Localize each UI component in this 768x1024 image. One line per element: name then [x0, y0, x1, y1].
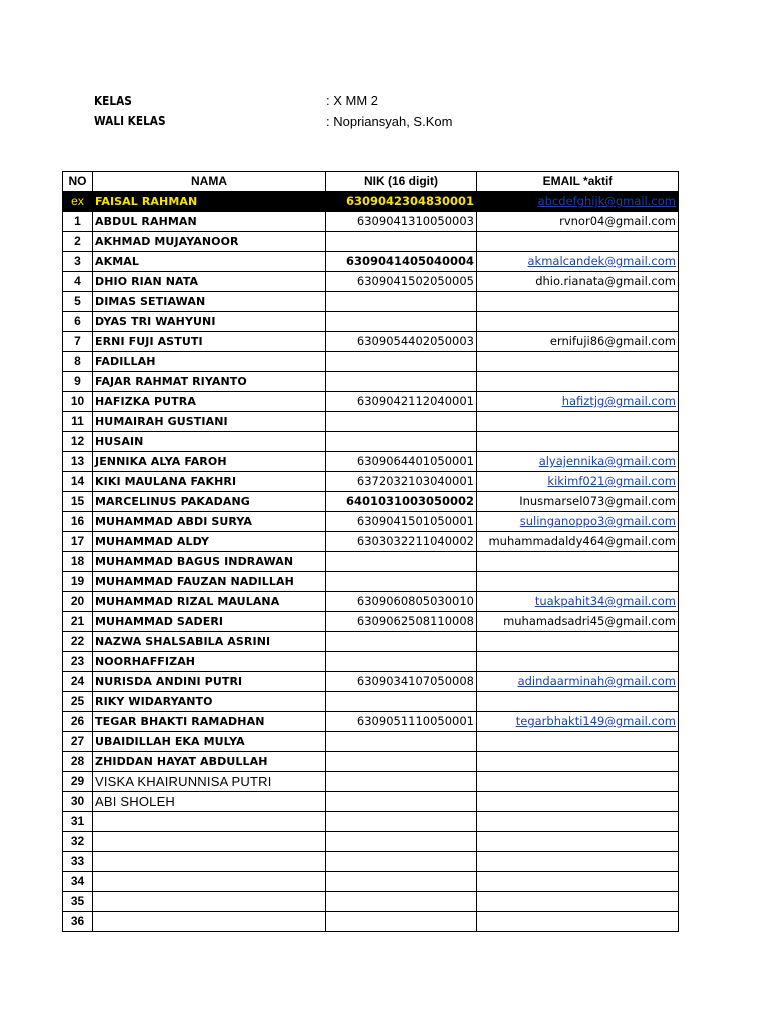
student-nik: [326, 352, 477, 372]
email-link[interactable]: abcdefghijk@gmail.com: [477, 192, 679, 212]
student-nik: [326, 412, 477, 432]
student-nik: [326, 892, 477, 912]
column-header-no: NO: [63, 172, 93, 192]
row-number: 18: [63, 552, 93, 572]
student-email: [477, 792, 679, 812]
student-nik: 6309064401050001: [326, 452, 477, 472]
student-name: [93, 852, 326, 872]
row-number: 23: [63, 652, 93, 672]
student-email: [477, 892, 679, 912]
row-number: 13: [63, 452, 93, 472]
student-name: HUMAIRAH GUSTIANI: [93, 412, 326, 432]
row-number: 8: [63, 352, 93, 372]
row-number: 10: [63, 392, 93, 412]
email-link[interactable]: adindaarminah@gmail.com: [477, 672, 679, 692]
table-row: [63, 512, 679, 532]
student-email: [477, 692, 679, 712]
student-nik: 6309041501050001: [326, 512, 477, 532]
table-row: [63, 352, 679, 372]
student-nik: [326, 812, 477, 832]
email-link[interactable]: tegarbhakti149@gmail.com: [477, 712, 679, 732]
table-row: [63, 212, 679, 232]
student-name: [93, 872, 326, 892]
email-link[interactable]: sulinganoppo3@gmail.com: [477, 512, 679, 532]
student-nik: [326, 912, 477, 932]
student-name: [93, 812, 326, 832]
student-name: RIKY WIDARYANTO: [93, 692, 326, 712]
row-number: 1: [63, 212, 93, 232]
student-email: [477, 832, 679, 852]
student-email: [477, 732, 679, 752]
table-row: [63, 832, 679, 852]
student-email: [477, 752, 679, 772]
table-row: [63, 392, 679, 412]
row-number: 27: [63, 732, 93, 752]
row-number: 36: [63, 912, 93, 932]
student-nik: 6309051110050001: [326, 712, 477, 732]
wali-kelas-value: : Nopriansyah, S.Kom: [326, 114, 453, 129]
student-name: MUHAMMAD FAUZAN NADILLAH: [93, 572, 326, 592]
student-name: AKHMAD MUJAYANOOR: [93, 232, 326, 252]
row-number: 32: [63, 832, 93, 852]
student-name: ZHIDDAN HAYAT ABDULLAH: [93, 752, 326, 772]
student-email: [477, 232, 679, 252]
table-body: [63, 192, 679, 932]
student-nik: 6372032103040001: [326, 472, 477, 492]
row-number: 14: [63, 472, 93, 492]
row-number: 16: [63, 512, 93, 532]
student-email: [477, 292, 679, 312]
student-nik: [326, 632, 477, 652]
student-nik: [326, 772, 477, 792]
student-name: JENNIKA ALYA FAROH: [93, 452, 326, 472]
student-name: UBAIDILLAH EKA MULYA: [93, 732, 326, 752]
table-row: [63, 312, 679, 332]
student-email: ernifuji86@gmail.com: [477, 332, 679, 352]
student-name: MUHAMMAD ABDI SURYA: [93, 512, 326, 532]
row-number: 33: [63, 852, 93, 872]
student-name: VISKA KHAIRUNNISA PUTRI: [93, 772, 326, 792]
student-nik: [326, 732, 477, 752]
student-name: AKMAL: [93, 252, 326, 272]
student-email: [477, 912, 679, 932]
student-name: FAISAL RAHMAN: [93, 192, 326, 212]
row-number: 21: [63, 612, 93, 632]
row-number: 20: [63, 592, 93, 612]
row-number: 2: [63, 232, 93, 252]
student-name: [93, 892, 326, 912]
row-number: 12: [63, 432, 93, 452]
student-name: ABI SHOLEH: [93, 792, 326, 812]
student-email: dhio.rianata@gmail.com: [477, 272, 679, 292]
student-email: [477, 852, 679, 872]
student-nik: [326, 792, 477, 812]
table-row: [63, 812, 679, 832]
student-nik: 6309042304830001: [326, 192, 477, 212]
row-number: 24: [63, 672, 93, 692]
student-name: ABDUL RAHMAN: [93, 212, 326, 232]
student-email: [477, 312, 679, 332]
student-nik: [326, 232, 477, 252]
student-email: [477, 632, 679, 652]
student-name: HAFIZKA PUTRA: [93, 392, 326, 412]
row-number: 9: [63, 372, 93, 392]
email-link[interactable]: kikimf021@gmail.com: [477, 472, 679, 492]
student-name: [93, 832, 326, 852]
table-row: [63, 452, 679, 472]
student-name: DYAS TRI WAHYUNI: [93, 312, 326, 332]
student-nik: 6303032211040002: [326, 532, 477, 552]
student-email: muhammadaldy464@gmail.com: [477, 532, 679, 552]
student-name: NAZWA SHALSABILA ASRINI: [93, 632, 326, 652]
student-nik: 6309034107050008: [326, 672, 477, 692]
table-row: [63, 912, 679, 932]
table-row: [63, 232, 679, 252]
student-nik: [326, 372, 477, 392]
student-nik: 6309041405040004: [326, 252, 477, 272]
student-name: FADILLAH: [93, 352, 326, 372]
kelas-label: KELAS: [94, 94, 132, 108]
table-row: [63, 852, 679, 872]
student-name: DIMAS SETIAWAN: [93, 292, 326, 312]
student-name: KIKI MAULANA FAKHRI: [93, 472, 326, 492]
student-email: [477, 352, 679, 372]
student-nik: 6309054402050003: [326, 332, 477, 352]
student-nik: 6401031003050002: [326, 492, 477, 512]
table-row: [63, 432, 679, 452]
row-number: 28: [63, 752, 93, 772]
student-nik: 6309060805030010: [326, 592, 477, 612]
table-row: [63, 652, 679, 672]
table-row: [63, 612, 679, 632]
table-row: [63, 252, 679, 272]
student-name: MARCELINUS PAKADANG: [93, 492, 326, 512]
student-email: [477, 372, 679, 392]
student-name: HUSAIN: [93, 432, 326, 452]
email-link[interactable]: alyajennika@gmail.com: [477, 452, 679, 472]
table-row: [63, 272, 679, 292]
student-nik: 6309041502050005: [326, 272, 477, 292]
row-number: 26: [63, 712, 93, 732]
table-row: [63, 772, 679, 792]
student-name: MUHAMMAD RIZAL MAULANA: [93, 592, 326, 612]
student-email: [477, 812, 679, 832]
row-number: 30: [63, 792, 93, 812]
row-number: 35: [63, 892, 93, 912]
student-name: FAJAR RAHMAT RIYANTO: [93, 372, 326, 392]
student-name: MUHAMMAD ALDY: [93, 532, 326, 552]
row-number: 15: [63, 492, 93, 512]
table-row: [63, 632, 679, 652]
student-nik: [326, 752, 477, 772]
row-number: 29: [63, 772, 93, 792]
row-number: 31: [63, 812, 93, 832]
row-number: 6: [63, 312, 93, 332]
row-number: 34: [63, 872, 93, 892]
table-row: [63, 372, 679, 392]
wali-kelas-label: WALI KELAS: [94, 114, 166, 128]
table-row: [63, 792, 679, 812]
student-nik: [326, 552, 477, 572]
table-row: [63, 892, 679, 912]
row-number: 17: [63, 532, 93, 552]
student-email: [477, 652, 679, 672]
row-number: ex: [63, 192, 93, 212]
student-email: [477, 872, 679, 892]
row-number: 3: [63, 252, 93, 272]
table-row: [63, 292, 679, 312]
student-name: DHIO RIAN NATA: [93, 272, 326, 292]
table-row: [63, 572, 679, 592]
table-row: [63, 732, 679, 752]
table-header-row: [63, 172, 679, 192]
table-row: [63, 412, 679, 432]
student-nik: [326, 692, 477, 712]
row-number: 25: [63, 692, 93, 712]
kelas-value: : X MM 2: [326, 93, 379, 108]
email-link[interactable]: hafiztjg@gmail.com: [477, 392, 679, 412]
student-nik: [326, 852, 477, 872]
student-name: MUHAMMAD SADERI: [93, 612, 326, 632]
student-email: [477, 552, 679, 572]
column-header-email: EMAIL *aktif: [477, 172, 679, 192]
email-link[interactable]: akmalcandek@gmail.com: [477, 252, 679, 272]
column-header-nik: NIK (16 digit): [326, 172, 477, 192]
student-name: ERNI FUJI ASTUTI: [93, 332, 326, 352]
student-nik: [326, 312, 477, 332]
row-number: 5: [63, 292, 93, 312]
student-nik: [326, 652, 477, 672]
student-nik: [326, 432, 477, 452]
row-number: 7: [63, 332, 93, 352]
row-number: 4: [63, 272, 93, 292]
table-row: [63, 472, 679, 492]
table-row: [63, 492, 679, 512]
student-email: [477, 572, 679, 592]
student-nik: [326, 572, 477, 592]
row-number: 11: [63, 412, 93, 432]
table-row: [63, 532, 679, 552]
table-row: [63, 552, 679, 572]
table-row: [63, 592, 679, 612]
table-row: [63, 752, 679, 772]
student-table: [62, 171, 679, 932]
email-link[interactable]: tuakpahit34@gmail.com: [477, 592, 679, 612]
student-name: NURISDA ANDINI PUTRI: [93, 672, 326, 692]
student-nik: [326, 832, 477, 852]
student-name: [93, 912, 326, 932]
row-number: 22: [63, 632, 93, 652]
student-nik: 6309062508110008: [326, 612, 477, 632]
student-email: [477, 412, 679, 432]
row-number: 19: [63, 572, 93, 592]
student-name: NOORHAFFIZAH: [93, 652, 326, 672]
student-email: [477, 772, 679, 792]
table-row: [63, 712, 679, 732]
student-nik: 6309041310050003: [326, 212, 477, 232]
student-email: muhamadsadri45@gmail.com: [477, 612, 679, 632]
student-email: Inusmarsel073@gmail.com: [477, 492, 679, 512]
student-nik: [326, 292, 477, 312]
table-row: [63, 672, 679, 692]
example-row: [63, 192, 679, 212]
column-header-nama: NAMA: [93, 172, 326, 192]
student-email: [477, 432, 679, 452]
student-email: rvnor04@gmail.com: [477, 212, 679, 232]
student-nik: [326, 872, 477, 892]
student-name: MUHAMMAD BAGUS INDRAWAN: [93, 552, 326, 572]
student-nik: 6309042112040001: [326, 392, 477, 412]
table-row: [63, 692, 679, 712]
student-name: TEGAR BHAKTI RAMADHAN: [93, 712, 326, 732]
table-row: [63, 872, 679, 892]
table-row: [63, 332, 679, 352]
